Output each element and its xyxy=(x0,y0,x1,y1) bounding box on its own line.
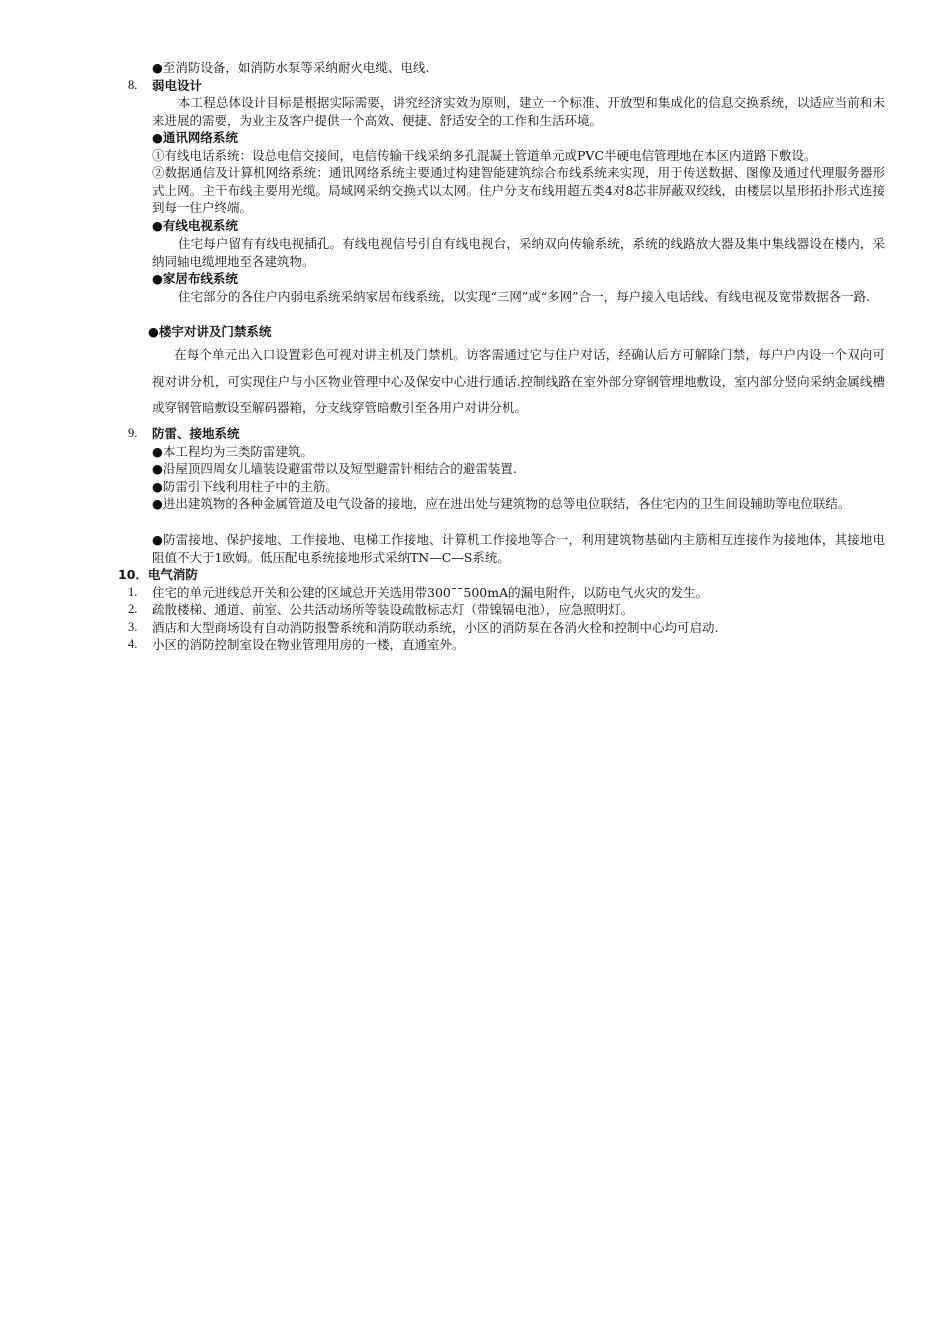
section-8-title: 弱电设计 xyxy=(152,78,203,93)
fire-item-number: 2. xyxy=(128,602,138,616)
home-wiring-heading: ●家居布线系统 xyxy=(152,271,238,286)
section-8-number: 8. xyxy=(128,78,138,92)
lightning-bullet-2: ●沿屋顶四周女儿墙装设避雷带以及短型避雷针相结合的避雷装置. xyxy=(152,461,517,476)
lightning-bullet-5: ●防雷接地、保护接地、工作接地、电梯工作接地、计算机工作接地等合一，利用建筑物基础内主筋相互连接作为接地体，其接地电阻值不大于1欧姆。低压配电系统接地形式采纳TN—C—S系统。 xyxy=(152,532,885,565)
intercom-text: 在每个单元出入口设置彩色可视对讲主机及门禁机。访客需通过它与住户对话，经确认后方可解除门禁，每户户内设一个双向可视对讲分机，可实现住户与小区物业管理中心及保安中心进行通话.控制线路在室外部分穿钢管埋地敷设，室内部分竖向采纳金属线槽或穿钢管暗敷设至解码器箱，分支线穿管暗敷引至各用户对讲分机。 xyxy=(152,347,885,415)
lightning-bullet-4: ●进出建筑物的各种金属管道及电气设备的接地，应在进出处与建筑物的总等电位联结，各住宅内的卫生间设辅助等电位联结。 xyxy=(152,496,851,511)
section-9-title: 防雷、接地系统 xyxy=(152,426,240,441)
cable-tv-text: 住宅每户留有有线电视插孔。有线电视信号引自有线电视台，采纳双向传输系统，系统的线路放大器及集中集线器设在楼内，采纳同轴电缆埋地至各建筑物。 xyxy=(152,236,885,269)
lightning-bullet-3: ●防雷引下线利用柱子中的主筋。 xyxy=(152,479,338,494)
fire-item-text: 小区的消防控制室设在物业管理用房的一楼，直通室外。 xyxy=(152,637,465,652)
fire-item-text: 疏散楼梯、通道、前室、公共活动场所等装设疏散标志灯（带镍镉电池），应急照明灯。 xyxy=(152,602,634,617)
comm-item-2: ②数据通信及计算机网络系统：通讯网络系统主要通过构建智能建筑综合布线系统来实现，用于传送数据、图像及通过代理服务器形式上网。主干布线主要用光缆。局域网采纳交换式以太网。住户分支布线用超五类4对8芯非屏蔽双绞线，由楼层以星形拓扑形式连接到每一住户终端。 xyxy=(152,165,885,216)
home-wiring-text: 住宅部分的各住户内弱电系统采纳家居布线系统，以实现“三网”或“多网”合一，每户接入电话线、有线电视及宽带数据各一路. xyxy=(178,289,871,304)
comm-network-heading: ●通讯网络系统 xyxy=(152,130,238,145)
fire-item-number: 1. xyxy=(128,585,138,599)
fire-item-text: 酒店和大型商场设有自动消防报警系统和消防联动系统，小区的消防泵在各消火栓和控制中心均可启动. xyxy=(152,620,719,635)
fire-item-number: 3. xyxy=(128,620,138,634)
section-10-title: 10．电气消防 xyxy=(118,567,198,582)
cable-tv-heading: ●有线电视系统 xyxy=(152,218,238,233)
fire-item-text: 住宅的单元进线总开关和公建的区域总开关选用带300¯¯500mA的漏电附件，以防电气火灾的发生。 xyxy=(152,585,709,600)
top-bullet: ●至消防设备，如消防水泵等采纳耐火电缆、电线. xyxy=(152,60,430,75)
comm-item-1: ①有线电话系统：设总电信交接间，电信传输干线采纳多孔混凝土管道单元或PVC半硬电信管理地在本区内道路下敷设。 xyxy=(152,148,817,163)
lightning-bullet-1: ●本工程均为三类防雷建筑。 xyxy=(152,444,313,459)
intercom-heading: ●楼宇对讲及门禁系统 xyxy=(148,324,272,339)
section-9-number: 9. xyxy=(128,426,138,440)
fire-item-number: 4. xyxy=(128,637,138,651)
section-8-intro: 本工程总体设计目标是根据实际需要，讲究经济实效为原则，建立一个标准、开放型和集成化的信息交换系统，以适应当前和未来进展的需要，为业主及客户提供一个高效、便捷、舒适安全的工作和生活环境。 xyxy=(152,95,885,128)
